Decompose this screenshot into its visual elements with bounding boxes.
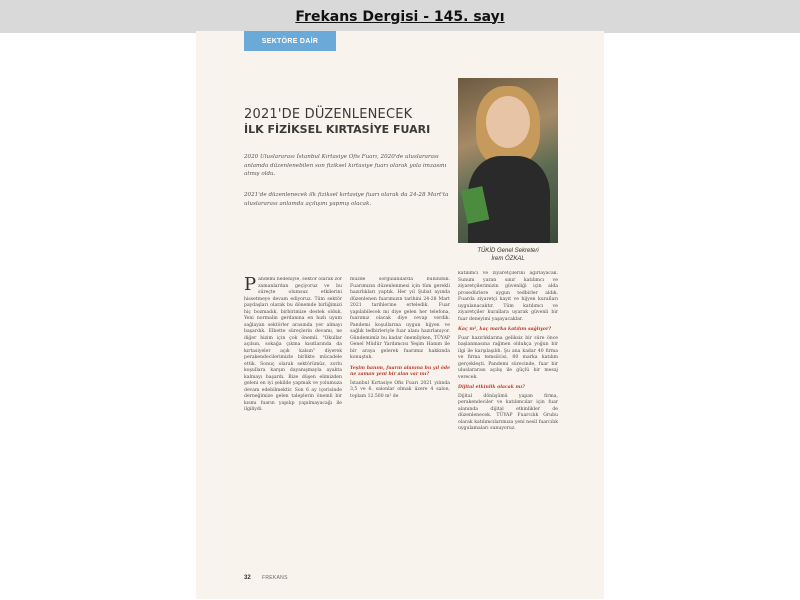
- column-2-body: müzde sorgulanılarda bulunduk. Fuarımızın düzenlenmesi için tüm gerekli hazırlıkları yaptık. Her yıl Şubat ayında düzenlenen fuarımızın tarihini 24-28 Mart 2021 tarihlerine erteledik. Fuar yapılabilecek mi diye gelen her telefona, fuarımız olacak diye cevap verdik. Pandemi koşullarına uygun hijyen ve sağlık tedbirleriyle fuar alanı hazırlanıyor. Gündemimiz bu kadar önemliyken, TÜYAP Genel Müdür Yardımcısı Yeşim Hanım ile bir araya gelerek fuarımız hakkında konuştuk.: [350, 277, 450, 360]
- article-title-line2: İLK FİZİKSEL KIRTASİYE FUARI: [244, 123, 431, 136]
- column-1-body: andemi nedeniyle, sektör olarak zor zamanlardan geçiyoruz ve bu süreçte olumsuz etkilerini hissetmeye devam ediyoruz. Tüm sektör paydaşları olarak bu dönemde birliğimizi hiç bozmadık, birbirimize destek olduk. Yeni normalin gerdanına en hızlı uyum sağlayan sektörler arasında yer almayı başardık. Elbette süreçlerin devamı, ne diğer bizim için çok önemli. "Okullar açılsın, sokağa çıkma kısıtlarında da kırtasiyeler açık kalsın" diyerek perakendecilerimizle birlikte mücadele ettik. Sonuç olarak sektörümüz, zorlu koşullara karşın dayanışmayla ayakta kalmayı başardı. Bize düşen elimizden geleni en iyi şekilde yapmak ve yolumuza devam edebilmektir. Son 6 ay içerisinde derneğimize gelen taleplerin önemli bir kısmı fuarın yapılıp yapılmayacağı ile ilgiliydi.: [244, 277, 342, 412]
- magazine-page: [196, 31, 604, 599]
- column-3-question-2: Dijital etkinlik olacak mı?: [458, 385, 525, 390]
- column-2-question: Yeşim hanım, fuarın alanına bu yıl öde ne zaman yeni bir alan var mı?: [350, 365, 450, 377]
- article-lead: 2020 Uluslararası İstanbul Kırtasiye Ofis Fuarı, 2020'de uluslararası anlamda düzenlenebilen son fiziksel kırtasiye fuarı olarak yola imzasını atmış oldu.: [244, 154, 447, 177]
- caption-role: TÜKİD Genel Sekreteri: [477, 248, 539, 254]
- column-3-body: katılımcı ve ziyaretçilerini ağırlayacak. Sunum yaran sınır katılımcı ve ziyaretçilerimizin güvenliği için alda prosedürlere uygun tedbirler aldık. Fuarda ziyaretçi kayıt ve hijyen kuralları uygulanacaktır. Tüm katılımcı ve ziyaretçiler kurallara uyarak güvenli bir fuar deneyimi yaşayacaklar.: [458, 271, 558, 322]
- text-column-3: [458, 271, 558, 571]
- portrait-photo: [458, 78, 558, 243]
- text-column-1: [244, 277, 342, 577]
- column-2-body-2: İstanbul Kırtasiye Ofis Fuarı 2021 yılında 3,5 ve 6. salonlar olmak üzere 4 salon, toplam 12.500 m² de: [350, 380, 450, 399]
- photo-face: [486, 96, 530, 148]
- column-3-body-2: Fuar hazırlıklarına geliksiz bir süre önce başlanmasına rağmen oldukça yoğun bir ilgi ile karşılaşıldı. Şu ana kadar 40 firma ve firma temsilcisi, 80 marka katılım gerçekleşti. Pandemi sürecinde, fuar bir uluslararası açılış ile güçlü bir mesaj verecek.: [458, 335, 558, 380]
- section-tag: SEKTÖRE DAİR: [244, 31, 336, 51]
- article-title: [244, 107, 459, 137]
- article-lead-2: 2021'de düzenlenecek ilk fiziksel kırtasiye fuarı olarak da 24-28 Mart'ta uluslararası anlamda açılışını yapmış olacak.: [244, 192, 449, 207]
- text-column-2: [350, 277, 450, 577]
- column-3-question-1: Kaç m², kaç marka katılım sağlıyor?: [458, 327, 552, 332]
- top-bar: [0, 0, 800, 33]
- page-number: 32: [244, 575, 251, 581]
- photo-caption: [458, 247, 558, 263]
- caption-name: İrem ÖZKAL: [491, 256, 525, 262]
- drop-cap: P: [244, 277, 257, 295]
- document-title-link[interactable]: Frekans Dergisi - 145. sayı: [295, 8, 505, 25]
- article-title-line1: 2021'DE DÜZENLENECEK: [244, 107, 413, 122]
- column-3-body-3: Dijital dönüşümü yapan firma, perakendeciler ve katılımcılar için fuar alanında dijital etkinlikler de düzenlenecek. TÜYAP Fuarcılık Grubu olarak katılımcılarımıza yeni nesil fuarcılık uygulamaları sunuyoruz.: [458, 393, 558, 431]
- magazine-name: FREKANS: [262, 575, 288, 581]
